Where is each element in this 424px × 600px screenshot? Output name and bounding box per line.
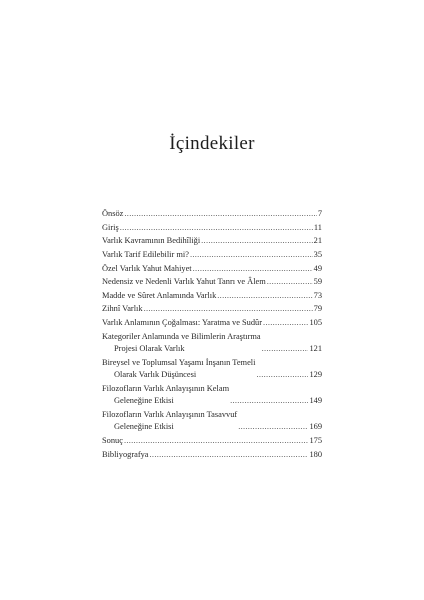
toc-entry-title: Giriş [102,222,119,232]
toc-entry-title: Zihnî Varlık [102,304,143,314]
toc-entry-page: 21 [313,236,322,246]
toc-entry-page: 59 [313,277,322,287]
toc-entry-onsoz [102,209,322,218]
toc-leader-dots [124,209,316,218]
toc-entry-title-line1: Bireysel ve Toplumsal Yaşamı İnşanın Temeli [102,357,256,367]
toc-leader-dots [217,291,312,300]
toc-leader-dots [256,370,308,379]
toc-entry-page: 129 [309,369,322,379]
toc-entry-page: 180 [309,449,322,459]
toc-leader-dots [267,277,313,286]
toc-entry-title: Bibliyografya [102,449,149,459]
toc-entry-page: 121 [309,343,322,353]
toc-entry-title-line2: Olarak Varlık Düşüncesi [114,369,197,379]
toc-entry-tanri-alem [102,277,322,286]
toc-entry-page: 169 [309,422,322,432]
toc-entry-title: Varlık Kavramının Bedihîliği [102,236,201,246]
page-title: İçindekiler [169,133,255,154]
toc-entry-title: Önsöz [102,209,124,218]
toc-entry-title: Varlık Tarif Edilebilir mi? [102,249,189,259]
toc-entry-title-line2: Geleneğine Etkisi [114,422,174,432]
toc-entry-bireysel [102,358,322,379]
toc-entry-tasavvuf [102,410,322,431]
toc-leader-dots [263,318,308,327]
toc-entry-yaratma-sudur [102,318,322,327]
toc-entry-page: 49 [313,263,322,273]
toc-entry-title-line1: Filozofların Varlık Anlayışının Kelam [102,383,230,393]
toc-entry-page: 105 [309,318,322,327]
toc-leader-dots [201,236,312,245]
toc-entry-mahiyet [102,264,322,273]
toc-entry-title [102,410,237,431]
toc-entry-title: Madde ve Sûret Anlamında Varlık [102,290,217,300]
toc-leader-dots [262,344,309,353]
toc-entry-giris [102,223,322,232]
toc-entry-title [102,358,255,379]
toc-entry-title: Varlık Anlamının Çoğalması: Yaratma ve Sudûr [102,318,263,327]
toc-entry-madde-suret [102,291,322,300]
toc-leader-dots [124,436,309,445]
toc-leader-dots [150,450,309,459]
toc-entry-page: 73 [313,290,322,300]
toc-entry-title-line1: Kategoriler Anlamında ve Bilimlerin Araştırma [102,331,261,341]
toc-entry-page: 175 [309,435,322,445]
toc-leader-dots [230,396,308,405]
toc-entry-title [102,332,261,353]
toc-entry-kelam [102,384,322,405]
toc-entry-title: Özel Varlık Yahut Mahiyet [102,263,192,273]
toc-entry-page: 7 [317,209,322,218]
toc-entry-tarif [102,250,322,259]
toc-entry-sonuc [102,436,322,445]
toc-leader-dots [193,264,313,273]
toc-leader-dots [120,223,313,232]
table-of-contents [102,209,322,463]
toc-entry-bedihilik [102,236,322,245]
toc-entry-zihni [102,304,322,313]
toc-entry-page: 149 [309,395,322,405]
toc-leader-dots [238,422,308,431]
toc-entry-title [102,384,229,405]
toc-leader-dots [190,250,313,259]
toc-leader-dots [144,304,313,313]
toc-entry-page: 79 [313,304,322,314]
toc-entry-bibliyografya [102,450,322,459]
toc-entry-title: Nedensiz ve Nedenli Varlık Yahut Tanrı ve Âlem [102,277,266,287]
toc-entry-page: 35 [313,249,322,259]
toc-entry-title-line1: Filozofların Varlık Anlayışının Tasavvuf [102,409,238,419]
toc-entry-page: 11 [313,222,322,232]
toc-entry-kategoriler [102,332,322,353]
toc-entry-title-line2: Geleneğine Etkisi [114,395,174,405]
toc-entry-title-line2: Projesi Olarak Varlık [114,343,185,353]
toc-entry-title: Sonuç [102,435,123,445]
